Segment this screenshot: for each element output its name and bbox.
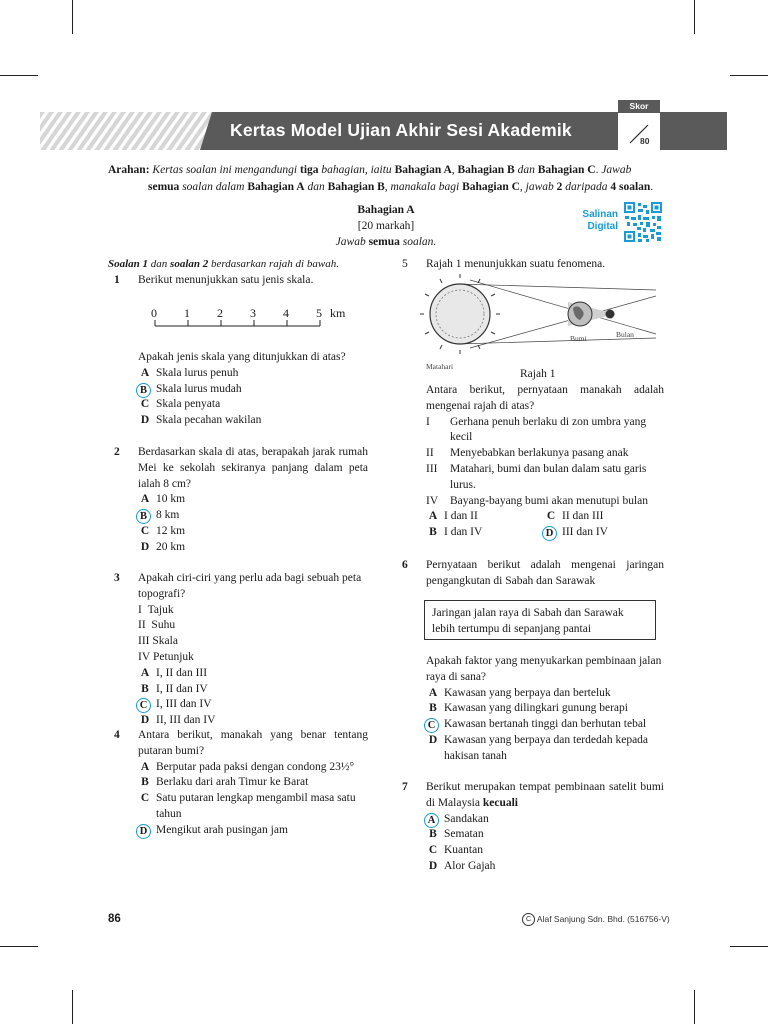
score-slash	[618, 113, 660, 149]
section-header	[300, 202, 472, 250]
question-stem: Apakah faktor yang menyukarkan pembinaan jalan raya di sana?	[426, 655, 662, 683]
section-marks: [20 markah]	[357, 220, 415, 232]
option-c[interactable]	[544, 509, 604, 525]
scale-unit: km	[330, 306, 346, 320]
page-number: 86	[108, 913, 121, 925]
scale-tick-label: 1	[184, 306, 190, 320]
roman-numeral: IV	[426, 494, 439, 507]
linear-scale-diagram	[140, 306, 360, 332]
option-row	[426, 509, 664, 525]
option-a[interactable]	[138, 492, 368, 508]
question-stem: Rajah 1 menunjukkan suatu fenomena.	[426, 258, 606, 270]
option-b[interactable]	[426, 827, 664, 843]
roman-text: Bayang-bayang bumi akan menutupi bulan	[450, 494, 649, 507]
roman-text: Suhu	[151, 619, 176, 632]
option-text: I, III dan IV	[156, 698, 212, 711]
question-stem: Berikut menunjukkan satu jenis skala.	[138, 274, 314, 286]
question-1-options	[114, 350, 370, 429]
option-text: Skala pecahan wakilan	[156, 414, 262, 427]
roman-numeral: IV	[138, 650, 151, 663]
digital-copy-label	[578, 209, 618, 233]
option-b[interactable]	[138, 508, 368, 524]
question-1	[114, 273, 370, 289]
earth-label: Bumi	[570, 334, 587, 343]
question-stem: Berdasarkan skala di atas, berapakah jarak rumah Mei ke sekolah sekiranya panjang dalam peta ialah 8 cm?	[138, 446, 368, 490]
option-b[interactable]	[138, 775, 368, 791]
question-2	[114, 445, 368, 556]
option-text: Berputar pada paksi dengan condong 23½°	[156, 760, 355, 773]
option-text: Kawasan yang dilingkari gunung berapi	[444, 702, 628, 715]
option-letter: B	[141, 682, 149, 695]
option-b[interactable]	[426, 525, 544, 541]
roman-item	[138, 618, 368, 634]
option-text: I dan II	[444, 510, 478, 523]
question-number: 3	[114, 572, 120, 584]
option-letter-circled: A	[424, 813, 439, 828]
option-row	[426, 525, 664, 541]
option-text: Alor Gajah	[444, 859, 496, 872]
instructions-text: Arahan: Kertas soalan ini mengandungi tiga bahagian, iaitu Bahagian A, Bahagian B dan Bahagian C. Jawab semua soalan dalam Bahagian A dan Bahagian B, manakala bagi Bahagian C, jawab 2 daripada 4 soalan.	[108, 164, 654, 193]
instructions	[108, 162, 664, 195]
question-stem: Berikut merupakan tempat pembinaan satelit bumi di Malaysia	[426, 781, 664, 809]
option-d[interactable]	[544, 525, 608, 541]
roman-numeral: II	[426, 447, 434, 460]
score-box	[660, 112, 727, 150]
option-text: II dan III	[562, 510, 604, 523]
option-letter: A	[140, 366, 150, 379]
scale-tick-label: 5	[316, 306, 322, 320]
option-letter: B	[429, 828, 437, 841]
roman-item	[138, 603, 368, 619]
option-letter: C	[546, 510, 556, 523]
option-text: 10 km	[156, 493, 186, 506]
option-b[interactable]	[138, 382, 370, 398]
option-text: Kawasan yang berpaya dan terdedah kepada hakisan tanah	[444, 733, 649, 762]
roman-numeral: II	[138, 619, 146, 632]
question-stem: Antara berikut, manakah yang benar tentang putaran bumi?	[138, 729, 368, 757]
option-b[interactable]	[138, 682, 368, 698]
digital-label-line2: Digital	[587, 221, 618, 232]
statement-box	[424, 600, 656, 640]
option-letter: B	[429, 526, 437, 539]
header-banner	[40, 112, 660, 150]
option-text: Berlaku dari arah Timur ke Barat	[156, 776, 309, 789]
roman-item	[426, 415, 664, 447]
roman-item	[138, 634, 368, 650]
option-text: Mengikut arah pusingan jam	[156, 823, 288, 836]
option-text: Skala penyata	[156, 398, 221, 411]
option-letter: A	[140, 493, 150, 506]
option-c[interactable]	[426, 843, 664, 859]
option-letter: B	[429, 702, 437, 715]
question-7	[402, 780, 664, 875]
question-stem: Antara berikut, pernyataan manakah adalah mengenai rajah di atas?	[426, 384, 664, 412]
option-c[interactable]	[138, 524, 368, 540]
option-d[interactable]	[138, 713, 368, 729]
option-letter-circled: C	[424, 718, 439, 733]
option-text: Kawasan bertanah tinggi dan berhutan tebal	[444, 718, 647, 731]
option-letter: D	[140, 414, 150, 427]
option-c[interactable]	[426, 717, 664, 733]
section-instruction: Jawab semua soalan.	[335, 236, 437, 248]
roman-text: Gerhana penuh berlaku di zon umbra yang kecil	[450, 415, 647, 444]
option-text: Sandakan	[444, 812, 489, 825]
option-text: III dan IV	[562, 526, 608, 539]
roman-numeral: III	[426, 462, 438, 475]
qr-code-icon[interactable]	[624, 202, 662, 242]
option-letter: C	[428, 844, 438, 857]
option-letter: D	[140, 540, 150, 553]
option-letter: D	[140, 714, 150, 727]
scale-tick-label: 3	[250, 306, 256, 320]
sun-earth-moon-illustration	[420, 274, 660, 378]
option-letter-circled: D	[136, 824, 151, 839]
option-text: Skala lurus mudah	[156, 382, 242, 395]
question-stem: Apakah ciri-ciri yang perlu ada bagi sebuah peta topografi?	[138, 572, 362, 600]
option-c[interactable]	[138, 791, 368, 823]
option-text: 20 km	[156, 540, 186, 553]
option-a[interactable]	[426, 509, 544, 525]
scale-tick-label: 2	[217, 306, 223, 320]
option-text: Satu putaran lengkap mengambil masa satu tahun	[156, 792, 356, 820]
option-text: Kuantan	[444, 844, 483, 857]
option-text: Kawasan yang berpaya dan berteluk	[444, 686, 611, 699]
earth-icon	[568, 302, 592, 326]
option-a[interactable]	[138, 666, 368, 682]
option-text: II, III dan IV	[156, 714, 216, 727]
option-letter: C	[140, 524, 150, 537]
question-number: 6	[402, 559, 408, 571]
option-b[interactable]	[426, 701, 664, 717]
option-letter: D	[428, 859, 438, 872]
roman-item	[426, 462, 664, 494]
scale-tick-label: 0	[151, 306, 157, 320]
roman-item	[426, 494, 664, 510]
moon-icon	[606, 310, 615, 319]
copyright-text: Alaf Sanjung Sdn. Bhd. (516756-V)	[536, 913, 670, 924]
digital-label-line1: Salinan	[582, 209, 618, 220]
skor-label: Skor	[618, 100, 660, 113]
option-letter: A	[140, 666, 150, 679]
roman-numeral: I	[426, 415, 430, 428]
option-letter-circled: B	[136, 509, 151, 524]
roman-numeral: I	[138, 603, 142, 616]
option-d[interactable]	[138, 823, 368, 839]
option-a[interactable]	[138, 366, 370, 382]
option-a[interactable]	[138, 760, 368, 776]
figure-caption: Rajah 1	[520, 368, 556, 380]
option-letter: C	[140, 398, 150, 411]
roman-item	[426, 446, 664, 462]
question-5	[402, 257, 664, 273]
roman-text: Skala	[152, 635, 178, 648]
option-text: I, II dan III	[156, 666, 208, 679]
option-a[interactable]	[426, 686, 664, 702]
score-total: 80	[640, 136, 650, 146]
question-number: 2	[114, 446, 120, 458]
option-c[interactable]	[138, 397, 370, 413]
statement-text: Jaringan jalan raya di Sabah dan Sarawak lebih tertumpu di sepanjang pantai	[432, 607, 624, 635]
option-letter: A	[428, 510, 438, 523]
roman-text: Menyebabkan berlakunya pasang anak	[450, 447, 629, 460]
sun-icon	[420, 274, 500, 354]
option-text: 12 km	[156, 524, 186, 537]
question-number: 7	[402, 781, 408, 793]
scale-tick-label: 4	[283, 306, 289, 320]
option-text: I, II dan IV	[156, 682, 208, 695]
copyright-icon: C	[522, 913, 535, 926]
question-number: 4	[114, 729, 120, 741]
roman-text: Petunjuk	[153, 650, 194, 663]
moon-label: Bulan	[616, 330, 634, 339]
questions-intro: Soalan 1 dan soalan 2 berdasarkan rajah di bawah.	[108, 258, 339, 270]
roman-text: Tajuk	[147, 603, 174, 616]
option-letter-circled: B	[136, 383, 151, 398]
option-text: Sematan	[444, 828, 484, 841]
option-c[interactable]	[138, 697, 368, 713]
question-5-body	[402, 383, 664, 541]
roman-text: Matahari, bumi dan bulan dalam satu garis lurus.	[450, 462, 647, 491]
option-d[interactable]	[426, 733, 664, 765]
option-letter: D	[428, 733, 438, 746]
option-letter: A	[428, 686, 438, 699]
question-6-body	[402, 654, 664, 765]
roman-item	[138, 650, 368, 666]
option-letter: C	[140, 792, 150, 805]
section-title: Bahagian A	[357, 204, 415, 216]
eclipse-diagram	[420, 274, 660, 378]
option-text: I dan IV	[444, 526, 483, 539]
question-4	[114, 728, 368, 839]
option-letter-circled: C	[136, 698, 151, 713]
option-d[interactable]	[138, 413, 370, 429]
question-3	[114, 571, 368, 729]
page-title: Kertas Model Ujian Akhir Sesi Akademik	[230, 120, 572, 140]
roman-numeral: III	[138, 635, 150, 648]
option-d[interactable]	[426, 859, 664, 875]
option-letter: B	[141, 776, 149, 789]
question-number: 5	[402, 258, 408, 270]
option-d[interactable]	[138, 540, 368, 556]
sun-label: Matahari	[426, 362, 454, 371]
option-text: 8 km	[156, 509, 180, 522]
option-letter: A	[140, 760, 150, 773]
option-letter-circled: D	[542, 526, 557, 541]
option-a[interactable]	[426, 812, 664, 828]
question-stem: Pernyataan berikut adalah mengenai jaringan pengangkutan di Sabah dan Sarawak	[426, 559, 664, 587]
option-text: Skala lurus penuh	[156, 366, 239, 379]
copyright-line	[522, 913, 670, 926]
question-stem-emphasis: kecuali	[482, 796, 518, 809]
question-number: 1	[114, 274, 120, 286]
question-6	[402, 558, 664, 590]
question-stem: Apakah jenis skala yang ditunjukkan di atas?	[138, 351, 346, 363]
